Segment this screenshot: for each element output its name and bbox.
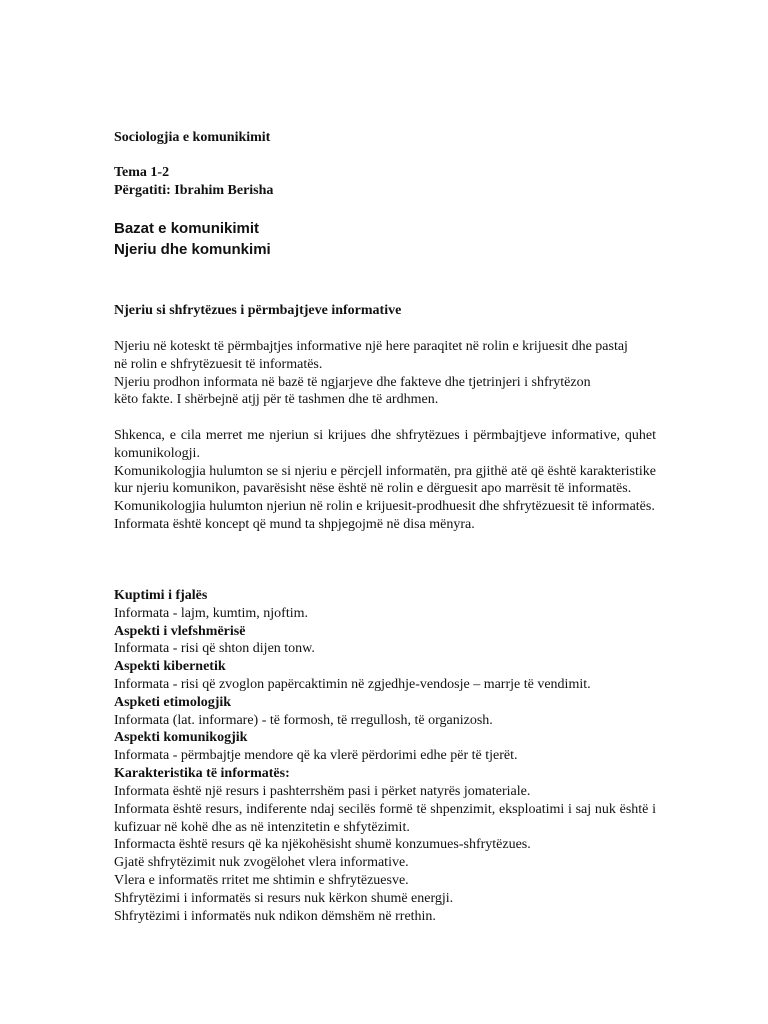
characteristic-item: Shfrytëzimi i informatës nuk ndikon dëmshëm në rrethin. [114,908,436,924]
course-title: Sociologjia e komunikimit [114,130,271,145]
aspect-text: Informata - përmbajtje mendore që ka vlerë përdorimi edhe për të tjerët. [114,748,518,764]
characteristics-list [114,783,656,925]
paragraph-2 [114,427,656,534]
paragraph-sentence: Informata është koncept që mund ta shpjegojmë në disa mënyra. [114,516,475,532]
characteristic-item: Informata është një resurs i pashterrshëm pasi i përket natyrës jomateriale. [114,784,531,799]
aspect-title: Aspekti kibernetik [114,659,226,675]
paragraph-sentence: Shkenca, e cila merret me njeriun si krijues dhe shfrytëzues i përmbajtjeve informative, quhet komunikologji. [114,428,656,461]
paragraph-line: Njeriu prodhon informata në bazë të ngjarjeve dhe fakteve dhe tjetrinjeri i shfrytëzon [114,374,591,390]
main-heading-line-2: Njeriu dhe komunkimi [114,241,271,258]
characteristic-item: Shfrytëzimi i informatës si resurs nuk kërkon shumë energji. [114,890,454,906]
paragraph-line: këto fakte. I shërbejnë atjj për të tashmen dhe të ardhmen. [114,392,439,408]
aspects-list [114,587,656,783]
aspect-text: Informata - risi që zvoglon papërcaktimin në zgjedhje-vendosje – marrje të vendimit. [114,676,591,692]
aspect-text: Informata - lajm, kumtim, njoftim. [114,605,309,621]
paragraph-sentence: Komunikologjia hulumton se si njeriu e përcjell informatën, pra gjithë atë që është karakteristike kur njeriu komunikon, pavarësisht nëse është në rolin e dërguesit apo marrësit të informatës. [114,463,656,497]
paragraph-line: në rolin e shfrytëzuesit të informatës. [114,356,323,372]
aspect-title: Aspekti komunikogjik [114,730,248,746]
author-line: Përgatiti: Ibrahim Berisha [114,183,274,198]
aspect-title: Aspketi etimologjik [114,694,232,710]
aspect-title: Kuptimi i fjalës [114,588,208,603]
characteristic-item: Informata është resurs, indiferente ndaj secilës formë të shpenzimit, eksploatimi i saj nuk është i kufizuar në kohë dhe as në intenzitetin e shfytëzimit. [114,801,656,835]
characteristic-item: Informacta është resurs që ka njëkohësisht shumë konzumues-shfrytëzues. [114,837,531,853]
aspect-title: Aspekti i vlefshmërisë [114,623,246,639]
paragraph-1 [114,338,656,409]
section-heading: Njeriu si shfrytëzues i përmbajtjeve informative [114,303,402,318]
aspect-text: Informata (lat. informare) - të formosh, të rregullosh, të organizosh. [114,712,493,728]
aspect-text: Informata - risi që shton dijen tonw. [114,641,315,657]
topic-label: Tema 1-2 [114,165,170,180]
characteristics-title: Karakteristika të informatës: [114,765,290,781]
main-heading-line-1: Bazat e komunikimit [114,220,260,237]
characteristic-item: Gjatë shfrytëzimit nuk zvogëlohet vlera informative. [114,855,409,871]
paragraph-sentence: Komunikologjia hulumton njeriun në rolin e krijuesit-prodhuesit dhe shfrytëzuesit të informatës. [114,499,655,515]
paragraph-line: Njeriu në koteskt të përmbajtjes informative një here paraqitet në rolin e krijuesit dhe pastaj [114,339,628,354]
characteristic-item: Vlera e informatës rritet me shtimin e shfrytëzuesve. [114,872,409,888]
